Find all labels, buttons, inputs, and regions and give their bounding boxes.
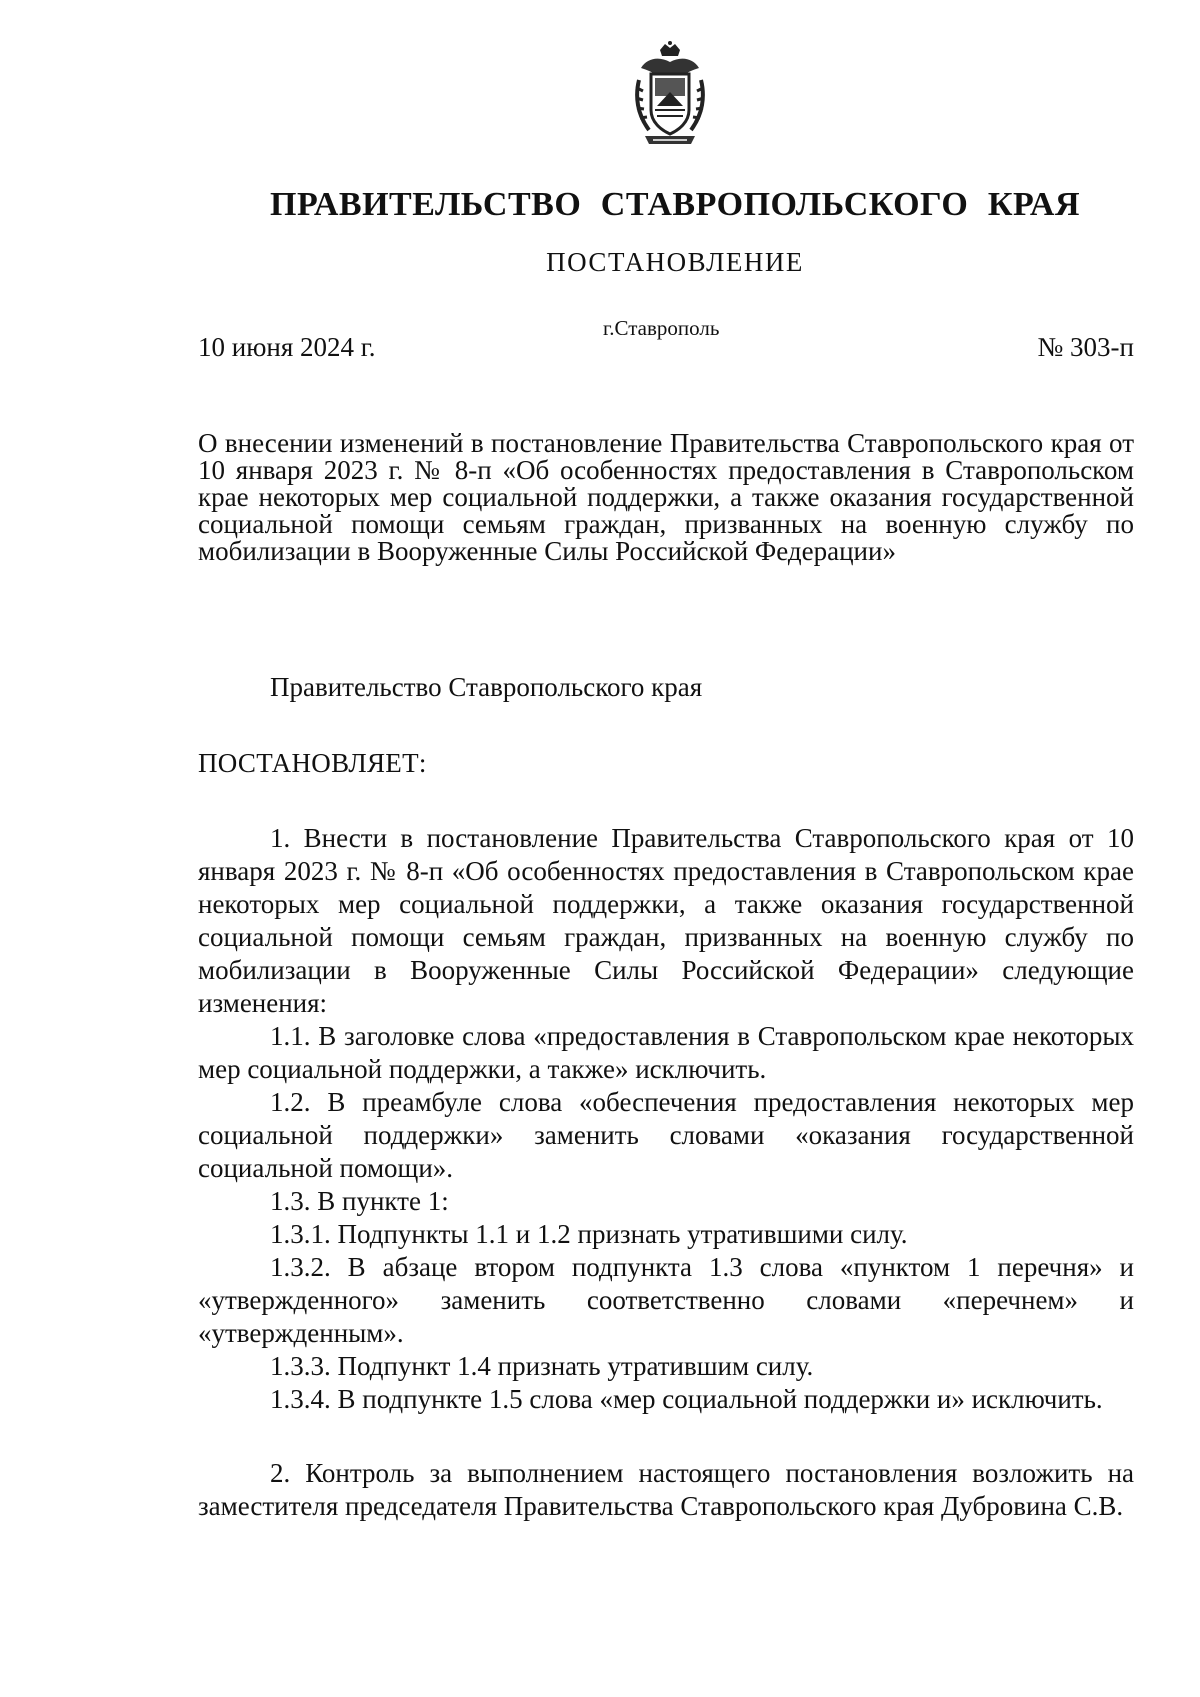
decree-paragraph: 1.1. В заголовке слова «предоставления в Ставропольском крае некоторых мер социальной поддержки, а также» исключить. bbox=[198, 1021, 1134, 1084]
decree-paragraph: 1.3.1. Подпункты 1.1 и 1.2 признать утратившими силу. bbox=[270, 1219, 908, 1249]
decree-body bbox=[198, 822, 1134, 1416]
coat-of-arms-icon bbox=[627, 40, 713, 150]
document-date: 10 июня 2024 г. bbox=[198, 332, 376, 362]
document-number: № 303-п bbox=[1037, 332, 1134, 362]
issuing-body: Правительство Ставропольского края bbox=[270, 672, 703, 702]
resolves-heading: ПОСТАНОВЛЯЕТ: bbox=[198, 748, 427, 778]
organization-title bbox=[270, 186, 1080, 224]
decree-paragraph: 1. Внести в постановление Правительства Ставропольского края от 10 января 2023 г. № 8-п «Об особенностях предоставления в Ставропольском крае некоторых мер социальной поддержки, а также оказания государственной социальной помощи семьям граждан, призванных на военную службу по мобилизации в Вооруженные Силы Российской Федерации» следующие изменения: bbox=[198, 823, 1134, 1018]
decree-paragraph: 1.3.4. В подпункте 1.5 слова «мер социальной поддержки и» исключить. bbox=[270, 1384, 1103, 1414]
document-type: ПОСТАНОВЛЕНИЕ bbox=[546, 247, 804, 277]
decree-paragraph: 1.3. В пункте 1: bbox=[270, 1186, 449, 1216]
organization-title-word: ПРАВИТЕЛЬСТВО bbox=[270, 186, 582, 223]
decree-paragraph: 1.3.2. В абзаце втором подпункта 1.3 слова «пунктом 1 перечня» и «утвержденного» заменить соответственно словами «перечнем» и «утвержденным». bbox=[198, 1252, 1134, 1348]
document-title: О внесении изменений в постановление Правительства Ставропольского края от 10 января 2023 г. № 8-п «Об особенностях предоставления в Ставропольском крае некоторых мер социальной поддержки, а также оказания государственной социальной помощи семьям граждан, призванных на военную службу по мобилизации в Вооруженные Силы Российской Федерации» bbox=[198, 428, 1134, 566]
control-paragraph: 2. Контроль за выполнением настоящего постановления возложить на заместителя председателя Правительства Ставропольского края Дубровина С.В. bbox=[198, 1458, 1134, 1521]
decree-paragraph: 1.3.3. Подпункт 1.4 признать утратившим силу. bbox=[270, 1351, 814, 1381]
organization-title-word: КРАЯ bbox=[987, 186, 1080, 223]
document-place: г.Ставрополь bbox=[603, 316, 720, 340]
decree-paragraph: 1.2. В преамбуле слова «обеспечения предоставления некоторых мер социальной поддержки» заменить словами «оказания государственной социальной помощи». bbox=[198, 1087, 1134, 1183]
organization-title-word: СТАВРОПОЛЬСКОГО bbox=[600, 186, 969, 223]
